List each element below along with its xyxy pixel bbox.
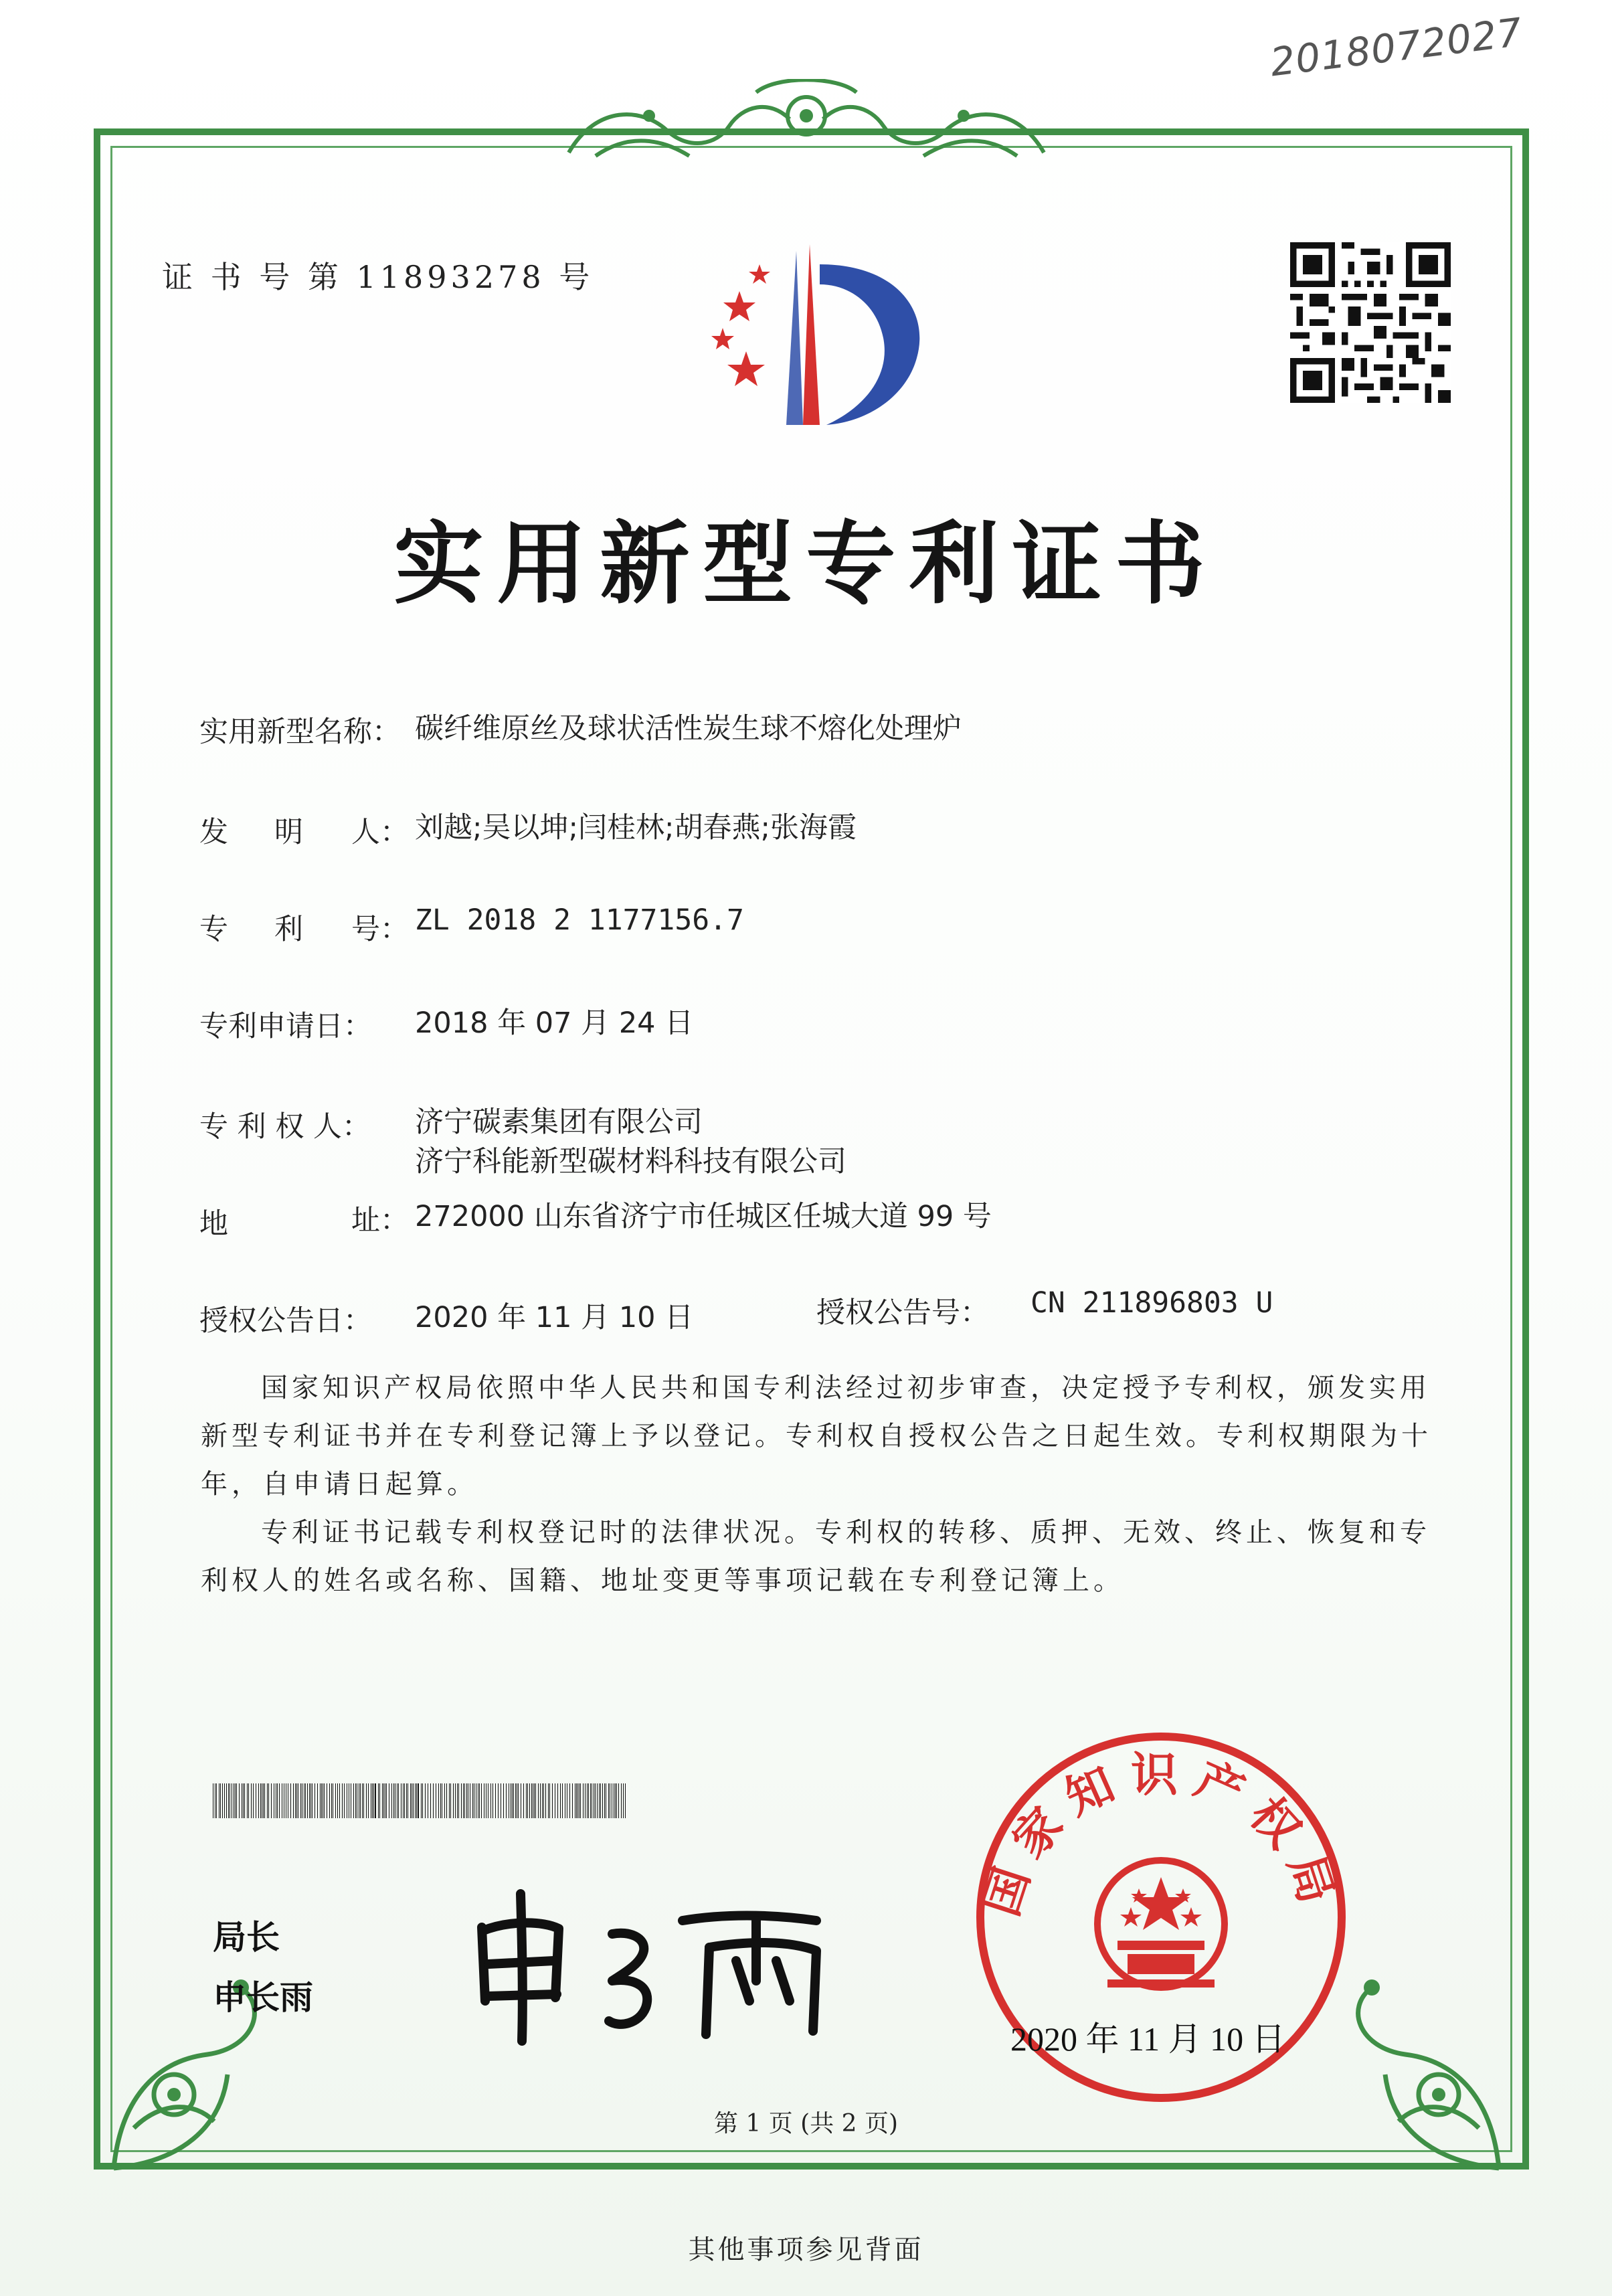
body-paragraph-1-line-3: 年，自申请日起算。 xyxy=(201,1469,478,1500)
barcode-bar xyxy=(616,1783,617,1818)
top-ornament-icon xyxy=(555,79,1057,163)
apply-date-value: 2018 年 07 月 24 日 xyxy=(415,1006,694,1040)
patent-no-label-2: 利 xyxy=(274,913,303,946)
barcode-bar xyxy=(562,1783,563,1818)
grant-no-value: CN 211896803 U xyxy=(1031,1286,1273,1320)
barcode-bar xyxy=(366,1783,367,1818)
barcode-bar xyxy=(383,1783,384,1818)
name-value: 碳纤维原丝及球状活性炭生球不熔化处理炉 xyxy=(415,712,962,745)
barcode-bar xyxy=(498,1783,499,1818)
barcode-bar xyxy=(534,1783,535,1818)
barcode-bar xyxy=(264,1783,265,1818)
barcode-bar xyxy=(557,1783,558,1818)
barcode-bar xyxy=(602,1783,603,1818)
holder-label: 专 利 权 人： xyxy=(199,1110,371,1144)
inventor-value: 刘越;吴以坤;闫桂林;胡春燕;张海霞 xyxy=(415,811,857,845)
barcode-bar xyxy=(362,1783,363,1818)
barcode-bar xyxy=(271,1783,272,1818)
barcode-bar xyxy=(542,1783,543,1818)
barcode-bar xyxy=(398,1783,399,1818)
barcode-bar xyxy=(239,1783,240,1818)
barcode-bar xyxy=(263,1783,264,1818)
barcode-bar xyxy=(587,1783,588,1818)
barcode-bar xyxy=(455,1783,456,1818)
barcode-bar xyxy=(244,1783,245,1818)
barcode-bar xyxy=(590,1783,591,1818)
barcode-bar xyxy=(342,1783,343,1818)
barcode-bar xyxy=(457,1783,458,1818)
barcode-bar xyxy=(549,1783,550,1818)
barcode-bar xyxy=(416,1783,417,1818)
barcode-bar xyxy=(216,1783,217,1818)
name-label: 实用新型名称： xyxy=(199,715,401,749)
barcode-bar xyxy=(538,1783,539,1818)
barcode-bar xyxy=(599,1783,600,1818)
body-paragraph-1-line-2: 新型专利证书并在专利登记簿上予以登记。专利权自授权公告之日起生效。专利权期限为十 xyxy=(201,1421,1432,1451)
barcode-bar xyxy=(523,1783,524,1818)
barcode-bar xyxy=(569,1783,570,1818)
barcode-bar xyxy=(463,1783,464,1818)
barcode-bar xyxy=(413,1783,414,1818)
barcode-bar xyxy=(623,1783,624,1818)
barcode-bar xyxy=(296,1783,297,1818)
barcode-bar xyxy=(382,1783,383,1818)
barcode-bar xyxy=(527,1783,528,1818)
address-value: 272000 山东省济宁市任城区任城大道 99 号 xyxy=(415,1200,992,1233)
barcode-bar xyxy=(597,1783,598,1818)
barcode-bar xyxy=(251,1783,252,1818)
barcode-bar xyxy=(604,1783,605,1818)
barcode-bar xyxy=(466,1783,467,1818)
barcode-bar xyxy=(386,1783,387,1818)
barcode-bar xyxy=(518,1783,519,1818)
barcode-bar xyxy=(531,1783,532,1818)
barcode-bar xyxy=(583,1783,584,1818)
seal-date: 2020 年 11 月 10 日 xyxy=(1010,2020,1285,2058)
barcode-bar xyxy=(529,1783,530,1818)
barcode-bar xyxy=(335,1783,336,1818)
barcode-bar xyxy=(235,1783,236,1818)
barcode-bar xyxy=(355,1783,356,1818)
barcode-bar xyxy=(248,1783,249,1818)
barcode-bar xyxy=(453,1783,454,1818)
grant-date-value: 2020 年 11 月 10 日 xyxy=(415,1301,694,1334)
barcode-bar xyxy=(608,1783,609,1818)
certificate-number: 证 书 号 第 11893278 号 xyxy=(162,259,594,295)
barcode-bar xyxy=(588,1783,589,1818)
barcode-bar xyxy=(279,1783,280,1818)
body-paragraph-1-line-1: 国家知识产权局依照中华人民共和国专利法经过初步审查，决定授予专利权，颁发实用 xyxy=(261,1373,1431,1403)
barcode-bar xyxy=(440,1783,441,1818)
holder-value-2: 济宁科能新型碳材料科技有限公司 xyxy=(415,1145,846,1178)
barcode-bar xyxy=(300,1783,301,1818)
barcode-bar xyxy=(572,1783,573,1818)
barcode-bar xyxy=(535,1783,536,1818)
barcode-bar xyxy=(247,1783,248,1818)
barcode-bar xyxy=(310,1783,311,1818)
director-title: 局长 xyxy=(213,1918,280,1957)
barcode-bar xyxy=(446,1783,447,1818)
barcode-bar xyxy=(425,1783,426,1818)
bottom-left-ornament-icon xyxy=(100,1927,355,2182)
barcode-bar xyxy=(393,1783,394,1818)
barcode-bar xyxy=(560,1783,561,1818)
patent-no-label-3: 号： xyxy=(351,913,409,946)
barcode-bar xyxy=(495,1783,496,1818)
barcode-bar xyxy=(444,1783,445,1818)
barcode-bar xyxy=(415,1783,416,1818)
barcode-bar xyxy=(430,1783,431,1818)
barcode-bar xyxy=(418,1783,419,1818)
barcode-bar xyxy=(324,1783,325,1818)
barcode-bar xyxy=(481,1783,482,1818)
barcode-bar xyxy=(526,1783,527,1818)
barcode-bar xyxy=(295,1783,296,1818)
barcode-bar xyxy=(404,1783,405,1818)
barcode-bar xyxy=(492,1783,493,1818)
barcode-bar xyxy=(621,1783,622,1818)
barcode-bar xyxy=(290,1783,291,1818)
certificate-title: 实用新型专利证书 xyxy=(393,512,1219,616)
barcode-bar xyxy=(512,1783,513,1818)
barcode-bar xyxy=(260,1783,261,1818)
barcode-bar xyxy=(449,1783,450,1818)
barcode-bar xyxy=(339,1783,340,1818)
barcode-bar xyxy=(236,1783,237,1818)
barcode-bar xyxy=(268,1783,269,1818)
barcode-bar xyxy=(329,1783,330,1818)
barcode-icon xyxy=(213,1783,628,1818)
inventor-label-2: 明 xyxy=(274,816,303,849)
seal-text: 国家知识产权局 xyxy=(973,1747,1349,1923)
barcode-bar xyxy=(600,1783,601,1818)
qr-code-icon xyxy=(1290,242,1451,403)
barcode-bar xyxy=(540,1783,541,1818)
barcode-bar xyxy=(360,1783,361,1818)
barcode-bar xyxy=(375,1783,376,1818)
barcode-bar xyxy=(320,1783,321,1818)
barcode-bar xyxy=(353,1783,354,1818)
barcode-bar xyxy=(403,1783,404,1818)
handwritten-note: 2018072027 xyxy=(1267,9,1525,86)
barcode-bar xyxy=(321,1783,322,1818)
barcode-bar xyxy=(618,1783,619,1818)
barcode-bar xyxy=(576,1783,577,1818)
patent-no-value: ZL 2018 2 1177156.7 xyxy=(415,903,744,937)
barcode-bar xyxy=(220,1783,221,1818)
director-signature xyxy=(468,1874,843,2048)
barcode-bar xyxy=(513,1783,514,1818)
barcode-bar xyxy=(305,1783,306,1818)
barcode-bar xyxy=(490,1783,491,1818)
barcode-bar xyxy=(506,1783,507,1818)
barcode-bar xyxy=(450,1783,451,1818)
barcode-bar xyxy=(615,1783,616,1818)
patent-no-label-1: 专 xyxy=(199,913,228,946)
inventor-label-3: 人： xyxy=(351,816,409,849)
barcode-bar xyxy=(267,1783,268,1818)
barcode-bar xyxy=(293,1783,294,1818)
barcode-bar xyxy=(317,1783,318,1818)
barcode-bar xyxy=(580,1783,581,1818)
barcode-bar xyxy=(552,1783,553,1818)
barcode-bar xyxy=(595,1783,596,1818)
barcode-bar xyxy=(421,1783,422,1818)
page-number: 第 1 页 (共 2 页) xyxy=(713,2110,899,2137)
director-name: 申长雨 xyxy=(213,1978,313,2017)
barcode-bar xyxy=(222,1783,223,1818)
address-label-1: 地 xyxy=(199,1207,228,1241)
barcode-bar xyxy=(515,1783,516,1818)
barcode-bar xyxy=(548,1783,549,1818)
barcode-bar xyxy=(253,1783,254,1818)
barcode-bar xyxy=(585,1783,586,1818)
barcode-bar xyxy=(503,1783,504,1818)
barcode-bar xyxy=(543,1783,544,1818)
body-paragraph-2-line-2: 利权人的姓名或名称、国籍、地址变更等事项记载在专利登记簿上。 xyxy=(201,1565,1124,1596)
barcode-bar xyxy=(363,1783,364,1818)
barcode-bar xyxy=(472,1783,473,1818)
barcode-bar xyxy=(461,1783,462,1818)
barcode-bar xyxy=(309,1783,310,1818)
barcode-bar xyxy=(258,1783,259,1818)
grant-no-label: 授权公告号： xyxy=(816,1296,989,1330)
barcode-bar xyxy=(458,1783,459,1818)
barcode-bar xyxy=(373,1783,374,1818)
barcode-bar xyxy=(307,1783,308,1818)
cnipa-logo-icon xyxy=(676,238,937,438)
barcode-bar xyxy=(277,1783,278,1818)
barcode-bar xyxy=(410,1783,411,1818)
barcode-bar xyxy=(406,1783,407,1818)
barcode-bar xyxy=(337,1783,338,1818)
barcode-bar xyxy=(224,1783,225,1818)
barcode-bar xyxy=(331,1783,332,1818)
inventor-label-1: 发 xyxy=(199,816,228,849)
barcode-bar xyxy=(226,1783,227,1818)
barcode-bar xyxy=(422,1783,423,1818)
apply-date-label: 专利申请日： xyxy=(199,1010,372,1043)
barcode-bar xyxy=(433,1783,434,1818)
barcode-bar xyxy=(228,1783,229,1818)
grant-date-label: 授权公告日： xyxy=(199,1304,372,1338)
barcode-bar xyxy=(545,1783,546,1818)
barcode-bar xyxy=(379,1783,380,1818)
footer-note: 其他事项参见背面 xyxy=(688,2234,924,2265)
holder-value-1: 济宁碳素集团有限公司 xyxy=(415,1106,703,1139)
barcode-bar xyxy=(577,1783,578,1818)
barcode-bar xyxy=(368,1783,369,1818)
barcode-bar xyxy=(344,1783,345,1818)
barcode-bar xyxy=(372,1783,373,1818)
barcode-bar xyxy=(438,1783,439,1818)
barcode-bar xyxy=(391,1783,392,1818)
barcode-bar xyxy=(378,1783,379,1818)
barcode-bar xyxy=(479,1783,480,1818)
barcode-bar xyxy=(625,1783,626,1818)
barcode-bar xyxy=(464,1783,465,1818)
address-label-2: 址： xyxy=(351,1204,409,1237)
body-paragraph-2-line-1: 专利证书记载专利权登记时的法律状况。专利权的转移、质押、无效、终止、恢复和专 xyxy=(261,1517,1431,1548)
barcode-bar xyxy=(243,1783,244,1818)
